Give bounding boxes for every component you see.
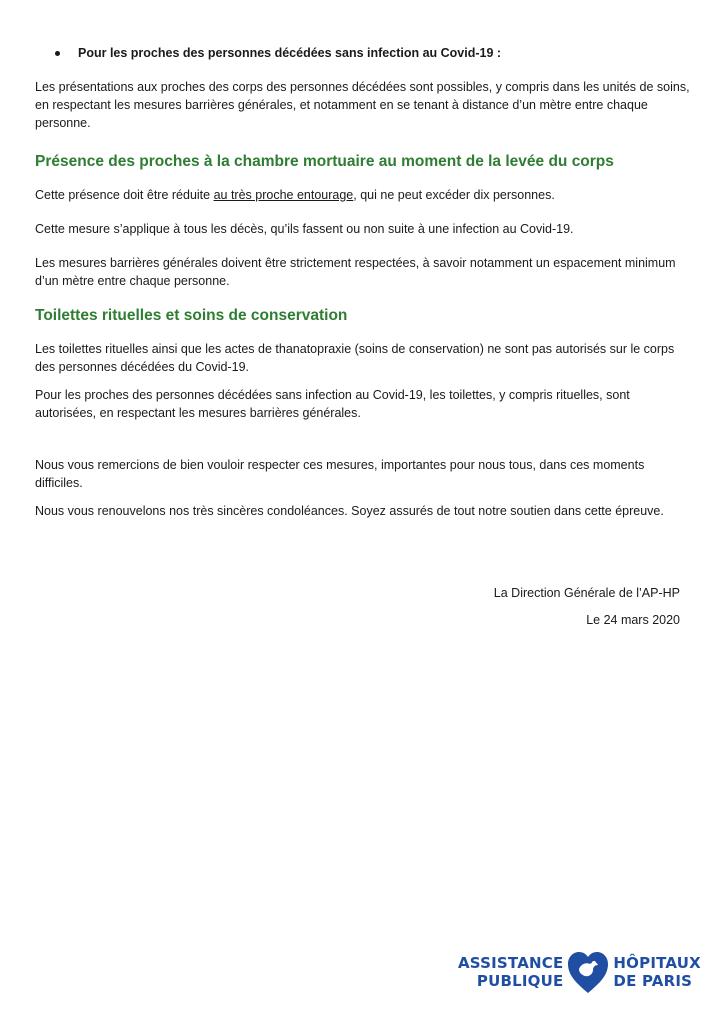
paragraph-mesures-barrieres: Les mesures barrières générales doivent être strictement respectées, à savoir notamment un espacement minimum d’un mètre entre chaque personne.: [35, 256, 676, 288]
aphp-logo: [458, 948, 701, 996]
logo-assistance: ASSISTANCE: [458, 954, 564, 972]
logo-text-right: [613, 954, 700, 990]
logo-publique: PUBLIQUE: [476, 972, 564, 990]
logo-text-left: [458, 954, 563, 990]
bullet-item: [55, 44, 690, 62]
presence-text-underlined: au très proche entourage: [213, 188, 354, 202]
paragraph-presence: [35, 186, 690, 204]
heart-logo-icon: [566, 949, 610, 995]
paragraph-toilettes-autorisees: Pour les proches des personnes décédées sans infection au Covid-19, les toilettes, y compris rituelles, sont autorisées, en respectant les mesures barrières générales.: [35, 388, 630, 420]
bullet-icon: [55, 51, 60, 56]
logo-hopitaux: HÔPITAUX: [613, 954, 701, 972]
document-body: [35, 44, 690, 520]
signature-author: La Direction Générale de l’AP-HP: [493, 586, 680, 600]
presence-text-after: , qui ne peut excéder dix personnes.: [353, 188, 555, 202]
paragraph-mesure-deces: Cette mesure s’applique à tous les décès, qu’ils fassent ou non suite à une infection au Covid-19.: [35, 222, 574, 236]
section-heading-toilettes: Toilettes rituelles et soins de conservation: [35, 307, 348, 324]
paragraph-condoleances: Nous vous renouvelons nos très sincères condoléances. Soyez assurés de tout notre soutien dans cette épreuve.: [35, 504, 664, 518]
logo-de-paris: DE PARIS: [613, 972, 693, 990]
signature-date: Le 24 mars 2020: [586, 613, 680, 627]
section-heading-levee-du-corps: Présence des proches à la chambre mortuaire au moment de la levée du corps: [35, 153, 614, 170]
paragraph-presentations: Les présentations aux proches des corps des personnes décédées sont possibles, y compris dans les unités de soins, en respectant les mesures barrières générales, et notamment en se tenant à distance d’un mètre entre chaque personne.: [35, 80, 690, 130]
presence-text-before: Cette présence doit être réduite: [35, 188, 214, 202]
bullet-heading: Pour les proches des personnes décédées sans infection au Covid-19 :: [78, 46, 502, 60]
paragraph-toilettes-interdites: Les toilettes rituelles ainsi que les actes de thanatopraxie (soins de conservation) ne sont pas autorisés sur le corps des personnes décédées du Covid-19.: [35, 342, 675, 374]
paragraph-remerciements: Nous vous remercions de bien vouloir respecter ces mesures, importantes pour nous tous, dans ces moments difficiles.: [35, 458, 645, 490]
